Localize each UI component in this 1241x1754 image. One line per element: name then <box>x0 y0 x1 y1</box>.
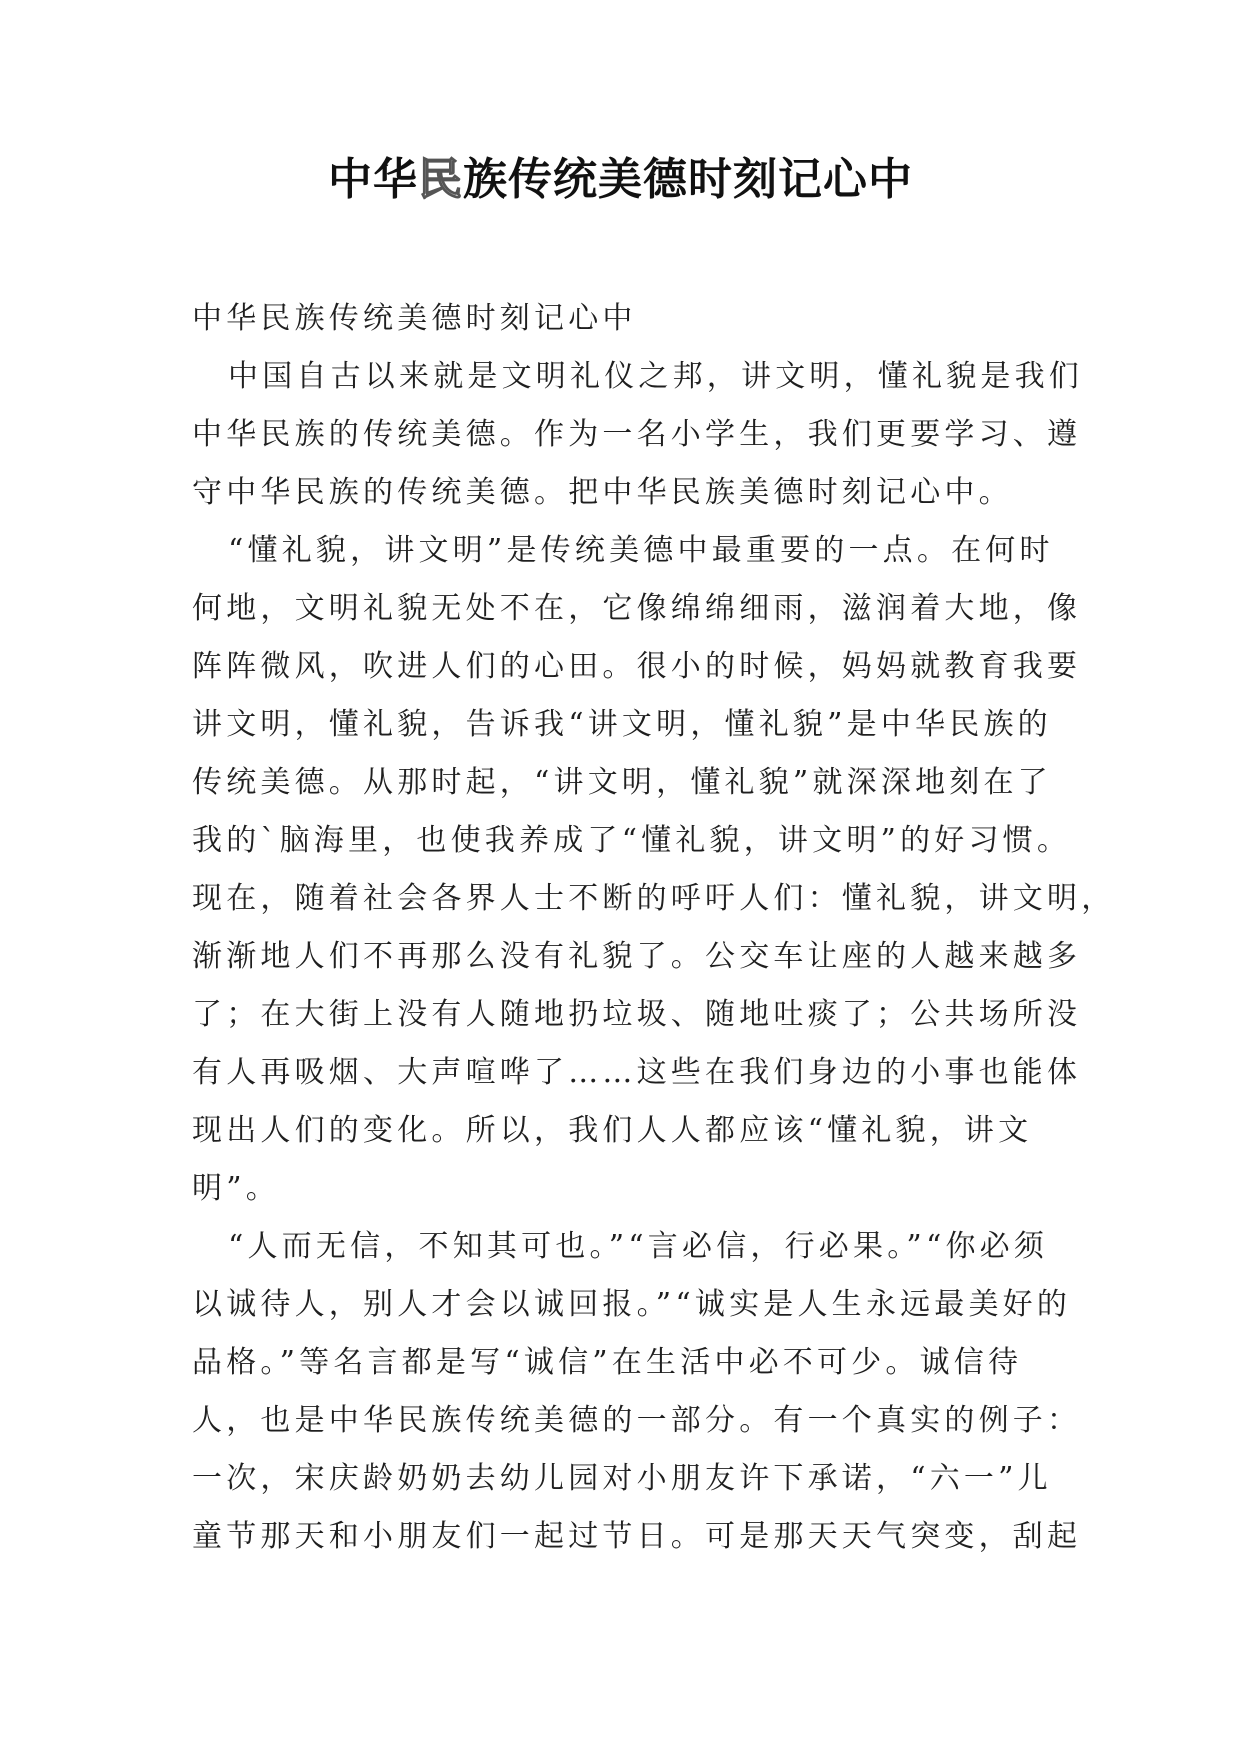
paragraph-line: 以诚待人，别人才会以诚回报。”“诚实是人生永远最美好的 <box>192 1287 1072 1322</box>
title-hollow-character: 民 <box>418 154 463 205</box>
paragraph-line: 了；在大街上没有人随地扔垃圾、随地吐痰了；公共场所没 <box>192 997 1082 1032</box>
document-body <box>192 290 1116 1566</box>
paragraph-line: 传统美德。从那时起，“讲文明，懂礼貌”就深深地刻在了 <box>192 765 1052 800</box>
paragraph-line: 人，也是中华民族传统美德的一部分。有一个真实的例子： <box>192 1403 1082 1438</box>
title-text-start: 中华 <box>328 154 418 205</box>
paragraph-line: 渐渐地人们不再那么没有礼貌了。公交车让座的人越来越多 <box>192 939 1082 974</box>
paragraph-line: 现在，随着社会各界人士不断的呼吁人们：懂礼貌，讲文明， <box>192 881 1116 916</box>
paragraph-line: 守中华民族的传统美德。把中华民族美德时刻记心中。 <box>192 475 1013 510</box>
paragraph-line: 阵阵微风，吹进人们的心田。很小的时候，妈妈就教育我要 <box>192 649 1082 684</box>
paragraph-line: 童节那天和小朋友们一起过节日。可是那天天气突变，刮起 <box>192 1519 1082 1554</box>
paragraph-line: 我的`脑海里，也使我养成了“懂礼貌，讲文明”的好习惯。 <box>192 823 1072 858</box>
paragraph-line: 中国自古以来就是文明礼仪之邦，讲文明，懂礼貌是我们 <box>228 359 1083 394</box>
title-text-end: 族传统美德时刻记心中 <box>463 154 913 205</box>
paragraph-line: “人而无信，不知其可也。”“言必信，行必果。”“你必须 <box>228 1229 1049 1264</box>
paragraph-line: 明”。 <box>192 1171 280 1206</box>
paragraph-line: 讲文明，懂礼貌，告诉我“讲文明，懂礼貌”是中华民族的 <box>192 707 1052 742</box>
document-title <box>0 150 1241 210</box>
paragraph-line: 何地，文明礼貌无处不在，它像绵绵细雨，滋润着大地，像 <box>192 591 1082 626</box>
paragraph-line: 品格。”等名言都是写“诚信”在生活中必不可少。诚信待 <box>192 1345 1023 1380</box>
document-subtitle: 中华民族传统美德时刻记心中 <box>192 301 637 336</box>
paragraph-line: 现出人们的变化。所以，我们人人都应该“懂礼貌，讲文 <box>192 1113 1033 1148</box>
paragraph-line: 有人再吸烟、大声喧哗了……这些在我们身边的小事也能体 <box>192 1055 1082 1090</box>
paragraph-line: “懂礼貌，讲文明”是传统美德中最重要的一点。在何时 <box>228 533 1054 568</box>
paragraph-line: 一次，宋庆龄奶奶去幼儿园对小朋友许下承诺，“六一”儿 <box>192 1461 1052 1496</box>
paragraph-line: 中华民族的传统美德。作为一名小学生，我们更要学习、遵 <box>192 417 1082 452</box>
